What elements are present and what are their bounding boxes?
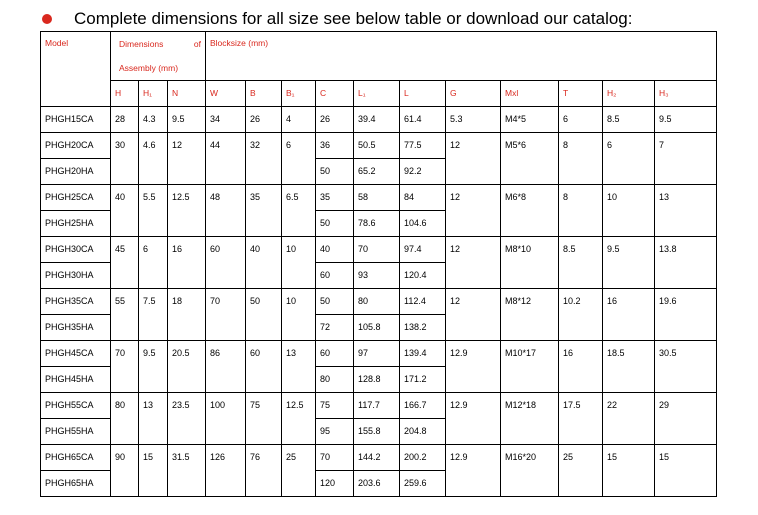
cell-h1: 13 [139,393,168,445]
cell-c: 80 [316,367,354,393]
cell-c: 75 [316,393,354,419]
cell-l1: 58 [354,185,400,211]
cell-h2: 8.5 [603,107,655,133]
cell-n: 12 [168,133,206,185]
column-header: T [559,81,603,107]
cell-h2: 16 [603,289,655,341]
model-cell: PHGH45CA [41,341,111,367]
table-row [41,341,717,367]
cell-l: 104.6 [400,211,446,237]
cell-h3: 30.5 [655,341,717,393]
cell-h2: 9.5 [603,237,655,289]
model-cell: PHGH25HA [41,211,111,237]
cell-h2: 15 [603,445,655,497]
column-header: W [206,81,246,107]
cell-b: 32 [246,133,282,185]
cell-mxl: M4*5 [501,107,559,133]
cell-h1: 4.6 [139,133,168,185]
model-cell: PHGH35CA [41,289,111,315]
cell-t: 8.5 [559,237,603,289]
cell-n: 12.5 [168,185,206,237]
cell-l1: 93 [354,263,400,289]
cell-c: 60 [316,263,354,289]
cell-n: 18 [168,289,206,341]
cell-t: 17.5 [559,393,603,445]
model-cell: PHGH30HA [41,263,111,289]
model-cell: PHGH35HA [41,315,111,341]
cell-b: 50 [246,289,282,341]
cell-b: 40 [246,237,282,289]
cell-l: 77.5 [400,133,446,159]
cell-t: 25 [559,445,603,497]
cell-n: 23.5 [168,393,206,445]
cell-c: 50 [316,211,354,237]
cell-b1: 10 [282,289,316,341]
model-cell: PHGH15CA [41,107,111,133]
cell-h3: 9.5 [655,107,717,133]
cell-l1: 105.8 [354,315,400,341]
column-header: N [168,81,206,107]
model-cell: PHGH65HA [41,471,111,497]
column-header: B [246,81,282,107]
table-row [41,237,717,263]
cell-l1: 70 [354,237,400,263]
cell-c: 72 [316,315,354,341]
table-row [41,133,717,159]
cell-b1: 6.5 [282,185,316,237]
cell-h: 90 [111,445,139,497]
cell-c: 40 [316,237,354,263]
model-cell: PHGH25CA [41,185,111,211]
model-cell: PHGH55HA [41,419,111,445]
cell-b: 75 [246,393,282,445]
cell-l: 138.2 [400,315,446,341]
cell-l: 139.4 [400,341,446,367]
cell-h1: 9.5 [139,341,168,393]
cell-b1: 10 [282,237,316,289]
model-cell: PHGH65CA [41,445,111,471]
cell-l: 92.2 [400,159,446,185]
cell-h3: 13 [655,185,717,237]
model-cell: PHGH55CA [41,393,111,419]
cell-b1: 25 [282,445,316,497]
cell-l: 166.7 [400,393,446,419]
column-header: H [111,81,139,107]
cell-g: 12 [446,237,501,289]
cell-w: 126 [206,445,246,497]
cell-c: 70 [316,445,354,471]
cell-g: 5.3 [446,107,501,133]
cell-mxl: M16*20 [501,445,559,497]
column-header: Mxl [501,81,559,107]
cell-h: 80 [111,393,139,445]
model-cell: PHGH30CA [41,237,111,263]
column-header: H₁ [139,81,168,107]
cell-b1: 4 [282,107,316,133]
heading-text: Complete dimensions for all size see below table or download our catalog: [74,9,633,28]
cell-h: 55 [111,289,139,341]
cell-b1: 13 [282,341,316,393]
cell-h1: 6 [139,237,168,289]
table-row [41,445,717,471]
cell-w: 48 [206,185,246,237]
cell-w: 70 [206,289,246,341]
dimensions-table [40,31,717,497]
cell-h: 30 [111,133,139,185]
column-header: H₂ [603,81,655,107]
cell-h1: 5.5 [139,185,168,237]
assembly-header: Dimensions of Assembly (mm) [111,32,206,81]
cell-mxl: M8*12 [501,289,559,341]
cell-b: 35 [246,185,282,237]
cell-g: 12 [446,185,501,237]
cell-h3: 19.6 [655,289,717,341]
cell-l1: 78.6 [354,211,400,237]
cell-c: 60 [316,341,354,367]
catalog-heading [42,5,632,33]
column-header-row [41,81,717,107]
cell-b: 26 [246,107,282,133]
cell-g: 12.9 [446,445,501,497]
cell-l1: 80 [354,289,400,315]
cell-g: 12.9 [446,341,501,393]
cell-w: 100 [206,393,246,445]
cell-h1: 15 [139,445,168,497]
cell-b1: 12.5 [282,393,316,445]
cell-l1: 144.2 [354,445,400,471]
cell-w: 60 [206,237,246,289]
column-header: G [446,81,501,107]
column-header: L₁ [354,81,400,107]
cell-b1: 6 [282,133,316,185]
column-header: B₁ [282,81,316,107]
cell-c: 35 [316,185,354,211]
cell-g: 12 [446,289,501,341]
table-row [41,289,717,315]
cell-g: 12 [446,133,501,185]
model-cell: PHGH20HA [41,159,111,185]
cell-mxl: M8*10 [501,237,559,289]
cell-n: 9.5 [168,107,206,133]
cell-h3: 15 [655,445,717,497]
blocksize-header: Blocksize (mm) [206,32,717,81]
cell-g: 12.9 [446,393,501,445]
column-header: C [316,81,354,107]
cell-l: 200.2 [400,445,446,471]
cell-c: 26 [316,107,354,133]
cell-mxl: M5*6 [501,133,559,185]
cell-l1: 39.4 [354,107,400,133]
cell-b: 76 [246,445,282,497]
cell-l: 204.8 [400,419,446,445]
model-cell: PHGH20CA [41,133,111,159]
cell-b: 60 [246,341,282,393]
cell-w: 34 [206,107,246,133]
cell-c: 50 [316,159,354,185]
cell-t: 10.2 [559,289,603,341]
cell-l: 61.4 [400,107,446,133]
cell-l: 259.6 [400,471,446,497]
cell-mxl: M6*8 [501,185,559,237]
cell-h2: 6 [603,133,655,185]
cell-mxl: M10*17 [501,341,559,393]
cell-h2: 18.5 [603,341,655,393]
table-row [41,185,717,211]
cell-n: 31.5 [168,445,206,497]
bullet-icon [42,14,52,24]
cell-l1: 65.2 [354,159,400,185]
cell-h3: 13.8 [655,237,717,289]
cell-l1: 50.5 [354,133,400,159]
cell-h2: 10 [603,185,655,237]
cell-h: 40 [111,185,139,237]
cell-l1: 97 [354,341,400,367]
cell-h: 45 [111,237,139,289]
cell-h2: 22 [603,393,655,445]
cell-h: 28 [111,107,139,133]
cell-w: 86 [206,341,246,393]
cell-t: 6 [559,107,603,133]
cell-l1: 117.7 [354,393,400,419]
cell-t: 8 [559,133,603,185]
cell-c: 120 [316,471,354,497]
cell-l: 171.2 [400,367,446,393]
cell-t: 16 [559,341,603,393]
cell-w: 44 [206,133,246,185]
cell-h: 70 [111,341,139,393]
cell-l: 120.4 [400,263,446,289]
table-row [41,107,717,133]
model-header: Model [41,32,111,107]
model-cell: PHGH45HA [41,367,111,393]
cell-n: 20.5 [168,341,206,393]
cell-t: 8 [559,185,603,237]
column-header: L [400,81,446,107]
column-header: H₃ [655,81,717,107]
cell-mxl: M12*18 [501,393,559,445]
cell-l: 112.4 [400,289,446,315]
cell-n: 16 [168,237,206,289]
cell-c: 36 [316,133,354,159]
table-row [41,393,717,419]
header-group-row [41,32,717,81]
cell-h3: 29 [655,393,717,445]
cell-l1: 155.8 [354,419,400,445]
cell-h1: 7.5 [139,289,168,341]
cell-h1: 4.3 [139,107,168,133]
cell-c: 50 [316,289,354,315]
cell-c: 95 [316,419,354,445]
cell-l: 97.4 [400,237,446,263]
cell-h3: 7 [655,133,717,185]
cell-l1: 203.6 [354,471,400,497]
cell-l1: 128.8 [354,367,400,393]
cell-l: 84 [400,185,446,211]
